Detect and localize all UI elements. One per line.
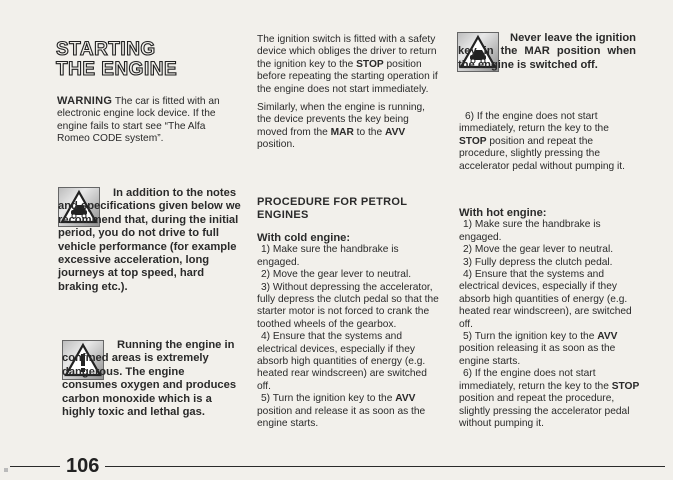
hot-step-5-c: position releasing it as soon as the engine starts.	[459, 343, 616, 367]
stop-keyword: STOP	[356, 58, 384, 70]
running-text-e: position.	[257, 139, 295, 151]
initial-period-note-text: In addition to the notes and specifications given below we recommend that, during the initial period, you do not drive to full vehicle performance (for example excessive acceleration, long journeys at top speed, hard braking etc.).	[58, 187, 241, 293]
confined-area-warning-text: Running the engine in confined areas is extremely dangerous. The engine consumes oxygen and produces carbon monoxide which is a highly toxic and lethal gas.	[62, 339, 237, 419]
page-title-line2: THE ENGINE	[56, 59, 178, 80]
hot-step-5	[459, 331, 640, 368]
mar-keyword: MAR	[330, 126, 354, 138]
cold-engine-title: With cold engine:	[257, 232, 351, 244]
column-2	[257, 34, 439, 152]
cold-step-5-c: position and release it as soon as the engine starts.	[257, 405, 426, 430]
footer-rule	[10, 466, 665, 467]
safety-text-a: The ignition switch is fitted with a safety device which obliges the driver to return the ignition key to the	[257, 34, 437, 70]
ignition-key-note	[458, 32, 636, 72]
avv-keyword: AVV	[384, 126, 406, 138]
cold-step-3: 3) Without depressing the accelerator, fully depress the clutch pedal so that the starter motor is not forced to crank the toothed wheels of the gearbox.	[257, 281, 439, 330]
hot-step-1: 1) Make sure the handbrake is engaged.	[459, 219, 601, 243]
hot-step-6-c: position and repeat the procedure, slightly pressing the accelerator pedal without pumping it.	[459, 393, 630, 429]
hot-step-5-a: 5) Turn the ignition key to the	[463, 331, 598, 343]
procedure-section	[257, 196, 440, 431]
warning-text: The car is fitted with an electronic engine lock device. If the engine fails to start see “The Alfa Romeo CODE system”.	[57, 96, 220, 145]
running-text-a: Similarly, when the engine is running, the device prevents the key being moved from the	[257, 102, 425, 138]
initial-period-note	[58, 187, 241, 294]
cold-step-2: 2) Move the gear lever to neutral.	[261, 269, 412, 281]
warning-paragraph	[57, 95, 239, 146]
hot-step-5-avv: AVV	[597, 331, 618, 343]
warning-label: WARNING	[57, 95, 113, 107]
running-text-c: to the	[353, 126, 385, 138]
section-title: PROCEDURE FOR PETROL ENGINES	[257, 196, 408, 221]
page-number: 106	[60, 455, 105, 478]
cold-step-4: 4) Ensure that the systems and electrical devices, especially if they absorb high quantities of energy (e.g. heated rear windscreen) are switched off.	[257, 331, 427, 392]
safety-device-paragraph	[257, 34, 439, 96]
page-edge-mark	[4, 468, 8, 472]
step-6-paragraph	[459, 111, 637, 173]
step-6-a: 6) If the engine does not start immediately, return the key to the	[459, 111, 609, 135]
hot-step-2: 2) Move the gear lever to neutral.	[463, 244, 614, 256]
hot-step-6-a: 6) If the engine does not start immediately, return the key to the	[459, 368, 612, 392]
cold-step-5-a: 5) Turn the ignition key to the	[261, 393, 396, 405]
hot-step-3: 3) Fully depress the clutch pedal.	[463, 256, 613, 268]
cold-step-5	[257, 393, 440, 430]
running-paragraph	[257, 102, 439, 152]
hot-engine-title: With hot engine:	[459, 207, 547, 219]
page-title	[56, 40, 226, 80]
cold-step-1: 1) Make sure the handbrake is engaged.	[257, 244, 399, 268]
cold-step-5-avv: AVV	[395, 393, 416, 405]
confined-area-warning	[62, 339, 242, 419]
ignition-key-note-text: Never leave the ignition key in the MAR position when the engine is switched off.	[458, 32, 636, 71]
page-title-line1: STARTING	[56, 39, 156, 60]
step-6-c: position and repeat the procedure, slightly pressing the accelerator pedal without pumping it.	[459, 135, 625, 172]
step-6-stop: STOP	[459, 135, 487, 147]
hot-step-6	[459, 368, 640, 430]
safety-text-c: position before repeating the starting operation if the engine does not start immediately.	[257, 58, 438, 95]
hot-step-6-stop: STOP	[611, 380, 640, 392]
hot-step-4: 4) Ensure that the systems and electrical devices, especially if they absorb high quantities of energy (e.g. heated rear windscreen), are switched off.	[459, 269, 632, 330]
hot-engine-section	[459, 207, 640, 430]
